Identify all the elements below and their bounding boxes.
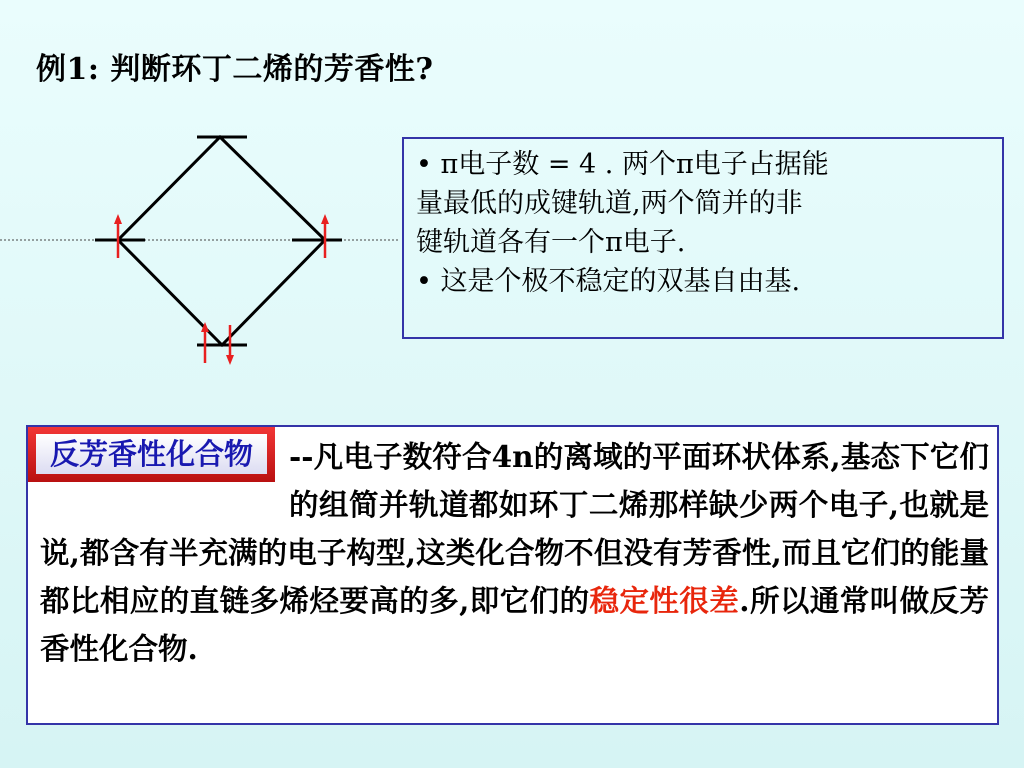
info-line: • 这是个极不稳定的双基自由基.	[416, 266, 801, 297]
page-title: 例1: 判断环丁二烯的芳香性?	[36, 52, 434, 87]
info-box	[402, 137, 1004, 339]
antiaromatic-tag	[28, 427, 275, 482]
bottom-electron-up-arrow	[201, 322, 209, 363]
definition-text-end: .所以通常叫做反芳香性化合物.	[40, 583, 989, 666]
definition-text-start: --凡电子数符合4n的离域的平面环状体系,基态下它们的组简并轨道都如环丁二烯那样缺少两个电子,也就是说,都含有半充满的电子构型,这类化合物不但没有芳香性,而且它们的能量都比相应的直链多烯烃要高的多,即它们的	[40, 439, 989, 618]
info-line: 量最低的成键轨道,两个简并的非	[416, 188, 803, 219]
definition-box	[26, 425, 999, 725]
tag-label: 反芳香性化合物	[36, 434, 267, 474]
info-line: • π电子数 = 4 . 两个π电子占据能	[416, 149, 829, 180]
mo-diagram	[0, 120, 402, 370]
highlight-text: 稳定性很差	[589, 583, 740, 618]
info-line: 键轨道各有一个π电子.	[416, 227, 686, 258]
